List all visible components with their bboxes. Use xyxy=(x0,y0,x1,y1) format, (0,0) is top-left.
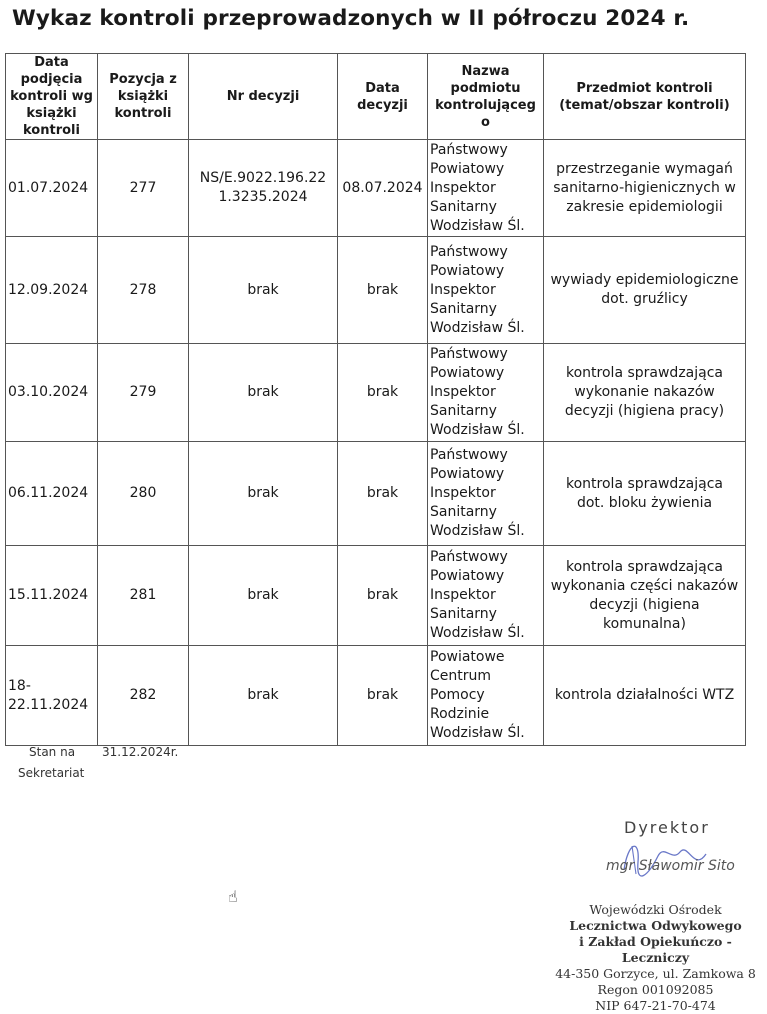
subject-cell xyxy=(544,344,746,442)
cell-line: dot. bloku żywienia xyxy=(576,494,713,511)
table-row xyxy=(6,140,746,237)
cell-line: Wodzisław Śl. xyxy=(430,523,525,539)
cell-line: 1.3235.2024 xyxy=(218,189,308,205)
position-cell: 277 xyxy=(98,140,189,237)
cell-line: dot. gruźlicy xyxy=(601,291,688,307)
cell-line: przestrzeganie wymagań xyxy=(556,160,733,177)
cell-line: 03.10.2024 xyxy=(8,384,89,400)
cell-line: brak xyxy=(247,687,279,703)
decision-number-cell xyxy=(189,442,338,546)
cell-line: Wodzisław Śl. xyxy=(430,319,525,336)
cell-line: Sanitarny xyxy=(430,198,497,215)
institution-stamp xyxy=(548,902,763,1014)
cell-line: decyzji (higiena xyxy=(589,596,700,613)
cell-line: Wodzisław Śl. xyxy=(430,217,525,234)
table-row xyxy=(6,344,746,442)
subject-cell xyxy=(544,646,746,746)
cell-line: brak xyxy=(247,281,279,298)
cell-line: sanitarno-higienicznych w xyxy=(553,179,736,196)
decision-date-cell: brak xyxy=(338,237,428,344)
cell-line: brak xyxy=(247,384,279,400)
header-entity xyxy=(428,54,544,140)
cell-line: Rodzinie xyxy=(430,706,490,722)
cell-line: Przedmiot kontroli xyxy=(576,80,713,96)
decision-number-cell xyxy=(189,237,338,344)
cell-line: Pomocy xyxy=(430,687,485,703)
cell-line: Centrum xyxy=(430,668,492,684)
table-row xyxy=(6,237,746,344)
cell-line: Wodzisław Śl. xyxy=(430,422,525,438)
cell-line: Państwowy xyxy=(430,549,508,565)
cell-line: Powiatowy xyxy=(430,568,505,584)
cell-line: Wodzisław Śl. xyxy=(430,725,525,741)
table-row xyxy=(6,546,746,646)
header-date xyxy=(6,54,98,140)
date-cell xyxy=(6,646,98,746)
entity-cell xyxy=(428,237,544,344)
cell-line: Data xyxy=(365,80,400,96)
cell-line: Sanitarny xyxy=(430,300,497,317)
cell-line: podjęcia xyxy=(20,72,83,87)
cell-line: Sanitarny xyxy=(430,403,497,419)
cell-line: Inspektor xyxy=(430,281,496,298)
status-label: Stan na xyxy=(29,745,76,759)
cell-line: 01.07.2024 xyxy=(8,179,89,196)
cell-line: 06.11.2024 xyxy=(8,485,89,501)
cell-line: Powiatowy xyxy=(430,160,505,177)
cell-line: Data xyxy=(34,55,69,70)
department-label: Sekretariat xyxy=(18,766,85,780)
position-cell: 281 xyxy=(98,546,189,646)
cell-line: Sanitarny xyxy=(430,606,497,622)
decision-number-cell xyxy=(189,646,338,746)
position-cell: 279 xyxy=(98,344,189,442)
decision-number-cell xyxy=(189,546,338,646)
date-cell xyxy=(6,344,98,442)
cell-line: kontrolująceg xyxy=(435,97,536,113)
cell-line: Powiatowy xyxy=(430,365,505,381)
cell-line: kontrola działalności WTZ xyxy=(554,687,735,703)
table-body xyxy=(6,140,746,746)
subject-cell xyxy=(544,237,746,344)
decision-date-cell: brak xyxy=(338,546,428,646)
decision-date-cell: brak xyxy=(338,344,428,442)
header-decision-number xyxy=(189,54,338,140)
cell-line: Inspektor xyxy=(430,485,496,501)
cell-line: NS/E.9022.196.22 xyxy=(199,170,327,186)
cell-line: wywiady epidemiologiczne xyxy=(550,272,739,288)
cell-line: wykonania części nakazów xyxy=(550,577,739,594)
cell-line: podmiotu xyxy=(450,80,521,96)
cell-line: komunalna) xyxy=(603,615,686,632)
header-position xyxy=(98,54,189,140)
cell-line: kontroli xyxy=(114,106,172,121)
stamp-line: NIP 647-21-70-474 xyxy=(595,998,716,1013)
decision-date-cell: brak xyxy=(338,442,428,546)
cell-line: Nazwa xyxy=(461,63,510,79)
stamp-line: 44-350 Gorzyce, ul. Zamkowa 8 xyxy=(555,966,756,981)
subject-cell xyxy=(544,546,746,646)
stamp-line: i Zakład Opiekuńczo - Leczniczy xyxy=(579,934,732,965)
decision-number-cell xyxy=(189,344,338,442)
cell-line: kontrola sprawdzająca xyxy=(566,475,723,492)
cell-line: 12.09.2024 xyxy=(8,281,89,298)
entity-cell xyxy=(428,646,544,746)
subject-cell xyxy=(544,442,746,546)
cell-line: Pozycja z xyxy=(109,72,177,87)
table-row xyxy=(6,442,746,546)
date-cell xyxy=(6,442,98,546)
signature-name: mgr Sławomir Sito xyxy=(606,858,735,874)
cell-line: kontroli wg xyxy=(10,89,93,104)
entity-cell xyxy=(428,546,544,646)
cell-line: książki xyxy=(26,106,77,121)
entity-cell xyxy=(428,140,544,237)
entity-cell xyxy=(428,344,544,442)
date-cell xyxy=(6,237,98,344)
cell-line: kontrola sprawdzająca xyxy=(566,558,723,575)
position-cell: 282 xyxy=(98,646,189,746)
cell-line: wykonanie nakazów xyxy=(574,384,715,400)
cell-line: Powiatowe xyxy=(430,649,505,665)
header-subject xyxy=(544,54,746,140)
position-cell: 280 xyxy=(98,442,189,546)
date-cell xyxy=(6,140,98,237)
subject-cell xyxy=(544,140,746,237)
cell-line: Wodzisław Śl. xyxy=(430,625,525,641)
table-row xyxy=(6,646,746,746)
cell-line: Nr decyzji xyxy=(226,89,300,104)
cell-line: 18- xyxy=(8,677,31,694)
date-cell xyxy=(6,546,98,646)
cell-line: Inspektor xyxy=(430,587,496,603)
cell-line: Państwowy xyxy=(430,447,508,463)
cell-line: Inspektor xyxy=(430,179,496,196)
stamp-line: Lecznictwa Odwykowego xyxy=(569,918,742,933)
stamp-line: Wojewódzki Ośrodek xyxy=(589,902,722,917)
signature-role: Dyrektor xyxy=(624,818,710,837)
cell-line: Państwowy xyxy=(430,141,508,158)
cell-line: 15.11.2024 xyxy=(8,587,89,603)
handwritten-signature xyxy=(618,832,728,882)
cell-line: brak xyxy=(247,485,279,501)
cell-line: decyzji xyxy=(357,97,408,113)
cell-line: książki xyxy=(117,89,169,104)
cell-line: Powiatowy xyxy=(430,466,505,482)
header-decision-date xyxy=(338,54,428,140)
cell-line: kontrola sprawdzająca xyxy=(566,365,723,381)
cell-line: Powiatowy xyxy=(430,262,505,279)
cell-line: Państwowy xyxy=(430,346,508,362)
cell-line: 22.11.2024 xyxy=(8,696,89,713)
decision-date-cell: brak xyxy=(338,646,428,746)
cell-line: brak xyxy=(247,587,279,603)
cell-line: zakresie epidemiologii xyxy=(566,198,723,215)
document-title: Wykaz kontroli przeprowadzonych w II półroczu 2024 r. xyxy=(12,6,690,31)
decision-date-cell: 08.07.2024 xyxy=(338,140,428,237)
cell-line: (temat/obszar kontroli) xyxy=(559,97,730,113)
table-header-row xyxy=(6,54,746,140)
cell-line: decyzji (higiena pracy) xyxy=(564,403,725,419)
decision-number-cell xyxy=(189,140,338,237)
hand-cursor-icon: ☝ xyxy=(228,887,238,906)
controls-table xyxy=(5,53,746,746)
cell-line: o xyxy=(481,114,490,130)
entity-cell xyxy=(428,442,544,546)
stamp-line: Regon 001092085 xyxy=(597,982,714,997)
cell-line: Państwowy xyxy=(430,243,508,260)
cell-line: Sanitarny xyxy=(430,504,497,520)
position-cell: 278 xyxy=(98,237,189,344)
status-date: 31.12.2024r. xyxy=(102,745,179,759)
cell-line: kontroli xyxy=(23,123,80,138)
cell-line: Inspektor xyxy=(430,384,496,400)
